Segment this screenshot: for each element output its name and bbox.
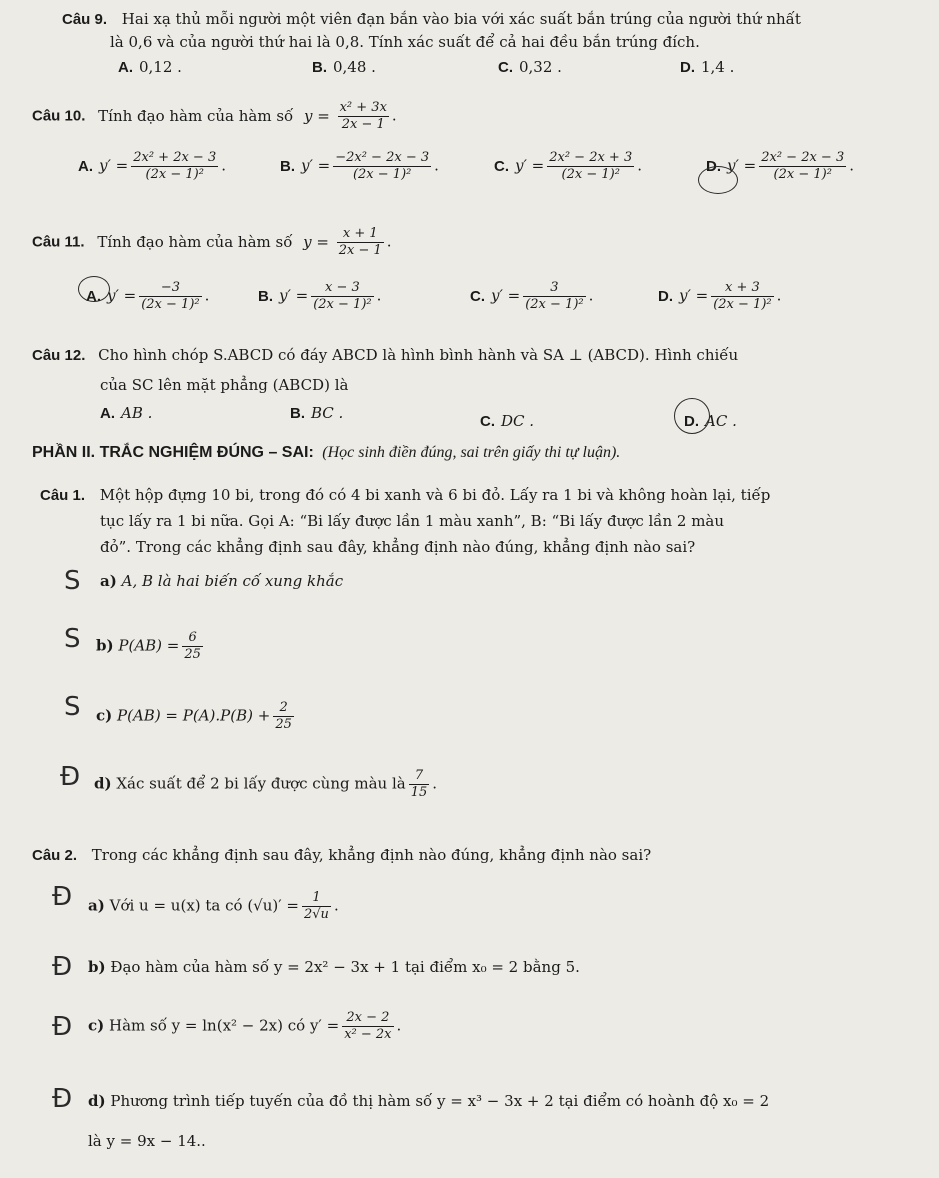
- p1-label: Câu 1.: [40, 487, 86, 504]
- q10-option-c: C. y′ = $\frac{\text{2x² − 2x + 3}}{\text{(2x − 1)²}}$ .: [494, 150, 643, 182]
- p1-text2: tục lấy ra 1 bi nữa. Gọi A: “Bi lấy được lần 1 màu xanh”, B: “Bi lấy được lần 2 màu: [100, 512, 725, 530]
- p1-statement-c: c) P(AB) = P(A).P(B) + $\frac{2}{25}$: [96, 700, 292, 732]
- q12-option-b: B. BC .: [290, 404, 344, 422]
- q11-label: Câu 11.: [32, 233, 85, 251]
- p1-d-mark: Đ: [60, 762, 81, 792]
- q12-text2: của SC lên mặt phẳng (ABCD) là: [100, 376, 349, 394]
- p2-label: Câu 2.: [32, 847, 78, 864]
- p2-d-mark: Đ: [52, 1084, 73, 1114]
- q12-option-a: A. AB .: [100, 404, 153, 422]
- p2-statement-d: d) Phương trình tiếp tuyến của đồ thị hàm số y = x³ − 3x + 2 tại điểm có hoành độ x₀ = 2: [88, 1092, 770, 1110]
- p1-b-mark: S: [64, 624, 81, 654]
- p2-c-mark: Đ: [52, 1012, 73, 1042]
- p2-b-mark: Đ: [52, 952, 73, 982]
- q12-option-d: D. AC .: [684, 412, 737, 430]
- p2-statement-d-cont: là y = 9x − 14..: [88, 1132, 206, 1150]
- p1-a-mark: S: [64, 566, 81, 596]
- q9-option-d: D. 1,4 .: [680, 58, 735, 76]
- answer-circle-q11-a: [78, 276, 110, 302]
- p2-statement-c: c) Hàm số y = ln(x² − 2x) có y′ = $\frac{2x - 2}{\text{x² − 2x}}$ .: [88, 1010, 402, 1042]
- q10-option-b: B. y′ = $\frac{\text{−2x² − 2x − 3}}{\text{(2x − 1)²}}$ .: [280, 150, 439, 182]
- p2-statement-b: b) Đạo hàm của hàm số y = 2x² − 3x + 1 tại điểm x₀ = 2 bằng 5.: [88, 958, 580, 976]
- q12-line1: [32, 346, 738, 364]
- p1-statement-a: a) A, B là hai biến cố xung khắc: [100, 572, 344, 590]
- q12-label: Câu 12.: [32, 347, 86, 364]
- p1-statement-b: b) P(AB) = $\frac{6}{25}$: [96, 630, 201, 662]
- q9-option-a: A. 0,12 .: [118, 58, 182, 76]
- q11-option-b: B. y′ = $\frac{x - 3}{\text{(2x − 1)²}}$ .: [258, 280, 382, 312]
- q9-text1: Hai xạ thủ mỗi người một viên đạn bắn vào bia với xác suất bắn trúng của người thứ nhất: [121, 10, 801, 28]
- q11-option-a: A. y′ = $\frac{-3}{\text{(2x − 1)²}}$ .: [86, 280, 210, 312]
- answer-circle-q10-d: [698, 166, 738, 194]
- q10-option-d: D. y′ = $\frac{\text{2x² − 2x − 3}}{\text{(2x − 1)²}}$ .: [706, 150, 855, 182]
- q12-option-c: C. DC .: [480, 412, 535, 430]
- p2-a-mark: Đ: [52, 882, 73, 912]
- q9-option-b: B. 0,48 .: [312, 58, 376, 76]
- q12-text1: Cho hình chóp S.ABCD có đáy ABCD là hình bình hành và SA ⊥ (ABCD). Hình chiếu: [98, 346, 739, 364]
- answer-circle-q12-d: [674, 398, 710, 434]
- q10-label: Câu 10.: [32, 107, 86, 125]
- q11-question: Câu 11. Tính đạo hàm của hàm số y = $\frac{x + 1}{2x - 1}$ .: [32, 226, 392, 258]
- q10-function-fraction: $\frac{\text{x² + 3x}}{2x - 1}$: [339, 100, 387, 132]
- q9-label: Câu 9.: [62, 11, 108, 28]
- q9-text2: là 0,6 và của người thứ hai là 0,8. Tính xác suất để cả hai đều bắn trúng đích.: [110, 33, 700, 51]
- p1-text3: đỏ”. Trong các khẳng định sau đây, khẳng định nào đúng, khẳng định nào sai?: [100, 538, 696, 556]
- q10-question: Câu 10. Tính đạo hàm của hàm số y = $\frac{\text{x² + 3x}}{2x - 1}$ .: [32, 100, 397, 132]
- p1-c-mark: S: [64, 692, 81, 722]
- q11-option-d: D. y′ = $\frac{x + 3}{\text{(2x − 1)²}}$ .: [658, 280, 782, 312]
- section-2-heading: PHẦN II. TRẮC NGHIỆM ĐÚNG – SAI: (Học sinh điền đúng, sai trên giấy thi tự luận).: [32, 444, 621, 461]
- q9-line1: [62, 10, 801, 28]
- q10-option-a: A. y′ = $\frac{\text{2x² + 2x − 3}}{\text{(2x − 1)²}}$ .: [78, 150, 227, 182]
- p2-statement-a: a) Với u = u(x) ta có (√u)′ = $\frac{1}{2√u}$ .: [88, 890, 339, 922]
- section-2-note: (Học sinh điền đúng, sai trên giấy thi tự luận).: [322, 444, 621, 461]
- q11-option-c: C. y′ = $\frac{3}{\text{(2x − 1)²}}$ .: [470, 280, 594, 312]
- q9-option-c: C. 0,32 .: [498, 58, 562, 76]
- p1-line1: Câu 1. Một hộp đựng 10 bi, trong đó có 4 bi xanh và 6 bi đỏ. Lấy ra 1 bi và không hoàn lại, tiếp: [40, 486, 771, 504]
- p1-statement-d: d) Xác suất để 2 bi lấy được cùng màu là $\frac{7}{15}$ .: [94, 768, 438, 800]
- q11-function-fraction: $\frac{x + 1}{2x - 1}$: [338, 226, 382, 258]
- p2-line: Câu 2. Trong các khẳng định sau đây, khẳng định nào đúng, khẳng định nào sai?: [32, 846, 652, 864]
